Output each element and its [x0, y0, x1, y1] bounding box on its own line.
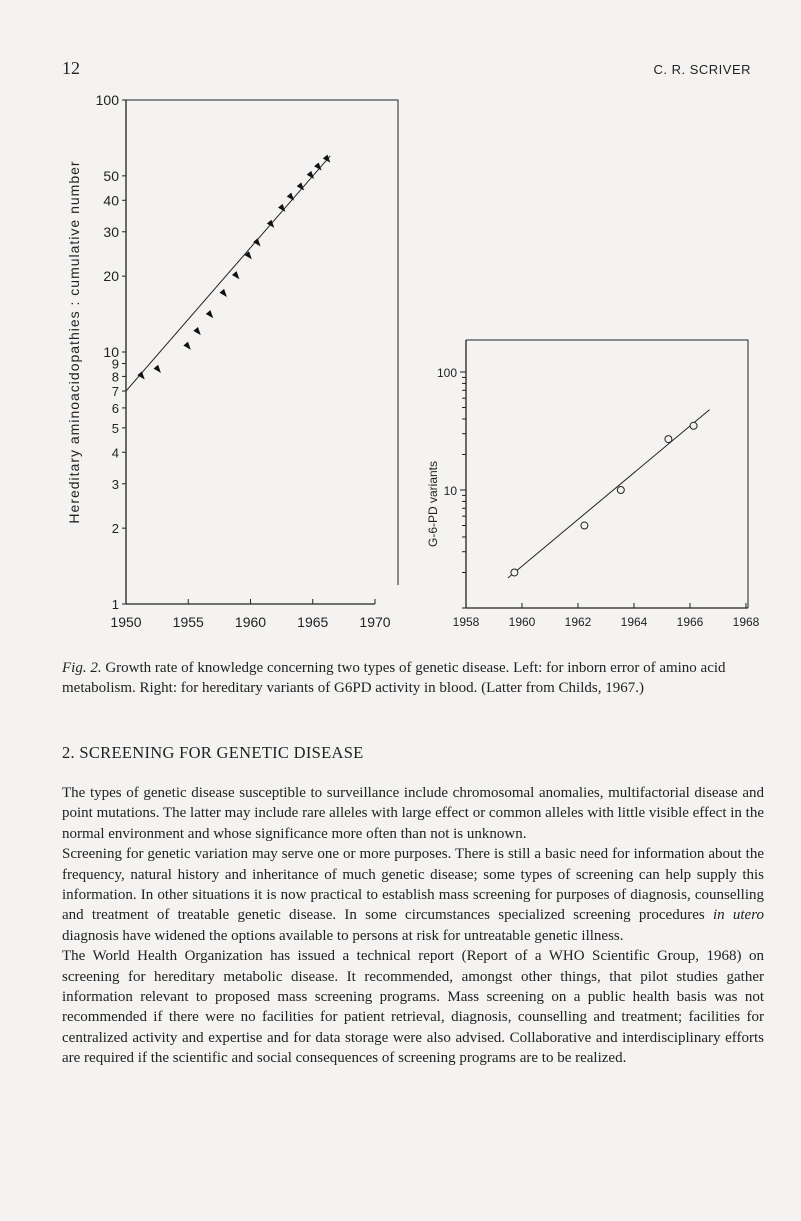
right-data-point [511, 569, 518, 576]
left-y-tick-label: 50 [103, 167, 119, 184]
paragraph-2-italic: in utero [712, 907, 764, 924]
left-data-point [314, 162, 324, 172]
right-x-tick-label: 1966 [676, 615, 704, 629]
figure-caption-text: Growth rate of knowledge concerning two types of genetic disease. Left: for inborn error of amino acid metabolism. Right: for hereditary variants of G6PD activity in blood. (Latter from Childs, 1967.) [62, 660, 726, 696]
left-data-point [206, 310, 216, 320]
left-x-tick-label: 1955 [172, 614, 204, 630]
page-number: 12 [62, 58, 80, 78]
right-x-tick-label: 1964 [620, 615, 648, 629]
right-x-tick-label: 1968 [732, 615, 760, 629]
left-x-tick-label: 1965 [297, 614, 329, 630]
right-y-axis-label: G-6-PD variants [426, 460, 440, 548]
left-y-tick-label: 6 [111, 400, 119, 416]
left-y-tick-label: 7 [111, 384, 119, 400]
left-data-point [278, 204, 288, 214]
section-heading: 2. SCREENING FOR GENETIC DISEASE [62, 743, 364, 762]
right-data-point [690, 422, 697, 429]
left-y-tick-label: 4 [111, 445, 119, 461]
left-x-tick-label: 1950 [110, 614, 142, 630]
right-chart-g6pd-variants [426, 340, 760, 629]
left-y-tick-label: 3 [111, 476, 119, 492]
left-data-point [297, 182, 307, 192]
left-frame-border [126, 100, 398, 585]
right-x-tick-label: 1962 [564, 615, 592, 629]
paragraph-1 [62, 783, 764, 844]
paragraph-2-text: Screening for genetic variation may serve one or more purposes. There is still a basic need for information about the frequency, natural history and inheritance of much genetic disease; some types of screening can help supply this information. In other situations it is now practical to establish mass screening for purposes of diagnosis, counselling and treatment of treatable genetic disease. In some circumstances specialized screening procedures [62, 846, 764, 924]
left-y-tick-label: 100 [95, 92, 119, 108]
left-y-tick-label: 10 [103, 344, 119, 360]
right-x-tick-label: 1958 [452, 615, 480, 629]
left-y-tick-label: 1 [111, 597, 119, 612]
left-x-tick-label: 1970 [359, 614, 391, 630]
left-y-tick-label: 5 [111, 420, 119, 436]
left-data-point [232, 271, 242, 281]
left-y-tick-label: 20 [103, 268, 119, 285]
left-y-tick-label: 30 [103, 223, 119, 240]
right-y-tick-label: 100 [436, 366, 457, 380]
right-data-point [581, 522, 588, 529]
left-y-tick-label: 40 [103, 192, 119, 209]
right-x-tick-label: 1960 [508, 615, 536, 629]
figure-caption-label: Fig. 2. [62, 660, 102, 676]
left-y-tick-label: 8 [111, 369, 119, 385]
left-data-point [183, 342, 193, 352]
right-frame-border [466, 340, 748, 608]
left-data-point [307, 171, 317, 181]
paragraph-3 [62, 946, 764, 1068]
right-data-point [665, 436, 672, 443]
left-data-point [193, 327, 203, 337]
left-data-point [154, 365, 164, 375]
right-trend-line [508, 410, 710, 578]
paragraph-2 [62, 844, 764, 946]
section-body [62, 783, 764, 1069]
paragraph-3-text: The World Health Organization has issued a technical report (Report of a WHO Scientific Group, 1968) on screening for hereditary metabolic disease. It recommended, amongst other things, that pilot studies gather information relevant to proposed mass screening programs. Mass screening on a public health basis was not recommended if there were no facilities for patient retrieval, diagnosis, counselling and treatment; facilities for centralized activity and expertise and for data storage were also advised. Collaborative and interdisciplinary efforts are required if the scientific and social consequences of screening programs are to be realized. [62, 948, 764, 1067]
running-header-author: C. R. SCRIVER [653, 62, 751, 77]
paragraph-1-text: The types of genetic disease susceptible to surveillance include chromosomal anomalies, multifactorial disease and point mutations. The latter may include rare alleles with large effect or common alleles with little visible effect in the normal environment and whose significance more often than not is unknown. [62, 785, 765, 842]
right-data-point [617, 487, 624, 494]
left-y-tick-label: 9 [111, 356, 119, 372]
left-data-point [219, 289, 229, 299]
left-x-tick-label: 1960 [234, 614, 267, 630]
paragraph-2-tail: diagnosis have widened the options available to persons at risk for untreatable genetic illness. [62, 927, 624, 944]
left-data-point [267, 220, 277, 230]
left-chart-aminoacidopathies [66, 92, 398, 630]
right-y-tick-label: 10 [443, 484, 457, 498]
figure-caption [62, 658, 762, 698]
left-y-axis-label: Hereditary aminoacidopathies : cumulative number [66, 160, 82, 524]
left-trend-line [126, 156, 330, 391]
left-y-tick-label: 2 [111, 521, 119, 537]
